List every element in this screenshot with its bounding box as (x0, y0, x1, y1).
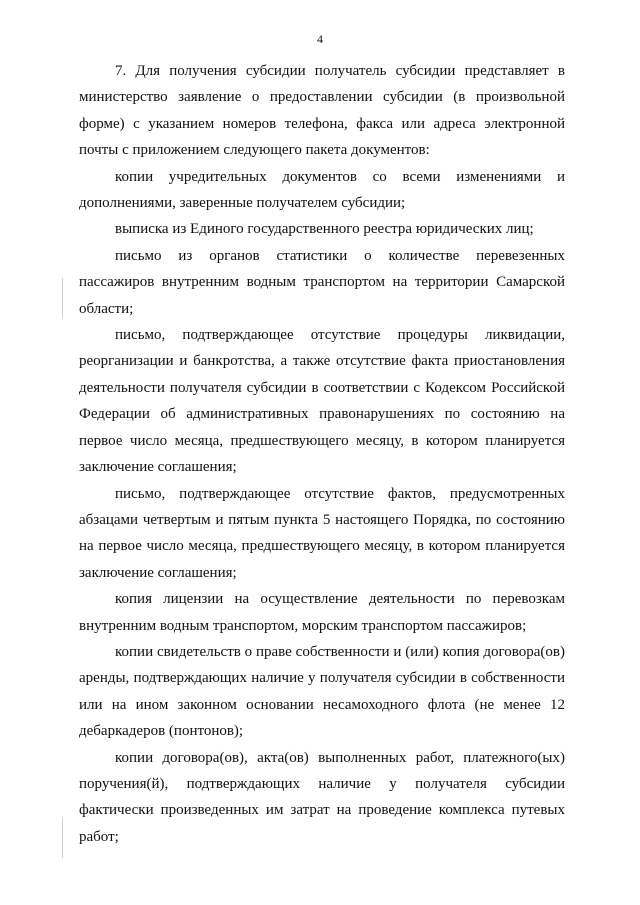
paragraph-founding-documents: копии учредительных документов со всеми изменениями и дополнениями, заверенные получателем субсидии; (79, 168, 565, 212)
paragraph-registry-extract: выписка из Единого государственного реестра юридических лиц; (115, 221, 534, 238)
paragraph-submission-requirements: 7. Для получения субсидии получатель субсидии представляет в министерство заявление о предоставлении субсидии (в произвольной форме) с указанием номеров телефона, факса или адреса электронной почты с приложением следующего пакета документов: (79, 63, 565, 159)
paragraph-ownership-certificates: копии свидетельств о праве собственности и (или) копия договора(ов) аренды, подтверждающих наличие у получателя субсидии в собственности или на ином законном основании несамоходного флота (не менее 12 дебаркадеров (понтонов); (79, 643, 565, 740)
scan-artifact-line (62, 278, 63, 318)
paragraph-facts-letter: письмо, подтверждающее отсутствие фактов, предусмотренных абзацами четвертым и пятым пункта 5 настоящего Порядка, по состоянию на первое число месяца, предшествующего месяцу, в котором планируется заключение соглашения; (79, 485, 565, 581)
paragraph-statistics-letter: письмо из органов статистики о количестве перевезенных пассажиров внутренним водным транспортом на территории Самарской области; (79, 247, 565, 317)
paragraph-liquidation-letter: письмо, подтверждающее отсутствие процедуры ликвидации, реорганизации и банкротства, а также отсутствие факта приостановления деятельности получателя субсидии в соответствии с Кодексом Российской Федерации об административных правонарушениях по состоянию на первое число месяца, предшествующего месяцу, в котором планируется заключение соглашения; (79, 327, 565, 476)
paragraph-contracts-acts: копии договора(ов), акта(ов) выполненных работ, платежного(ых) поручения(й), подтверждающих наличие у получателя субсидии фактически произведенных им затрат на проведение комплекса путевых работ; (79, 749, 565, 845)
document-body (79, 58, 565, 850)
scan-artifact-line (62, 818, 63, 858)
page-number: 4 (317, 32, 323, 46)
paragraph-license-copy: копия лицензии на осуществление деятельности по перевозкам внутренним водным транспортом, морским транспортом пассажиров; (79, 591, 565, 634)
